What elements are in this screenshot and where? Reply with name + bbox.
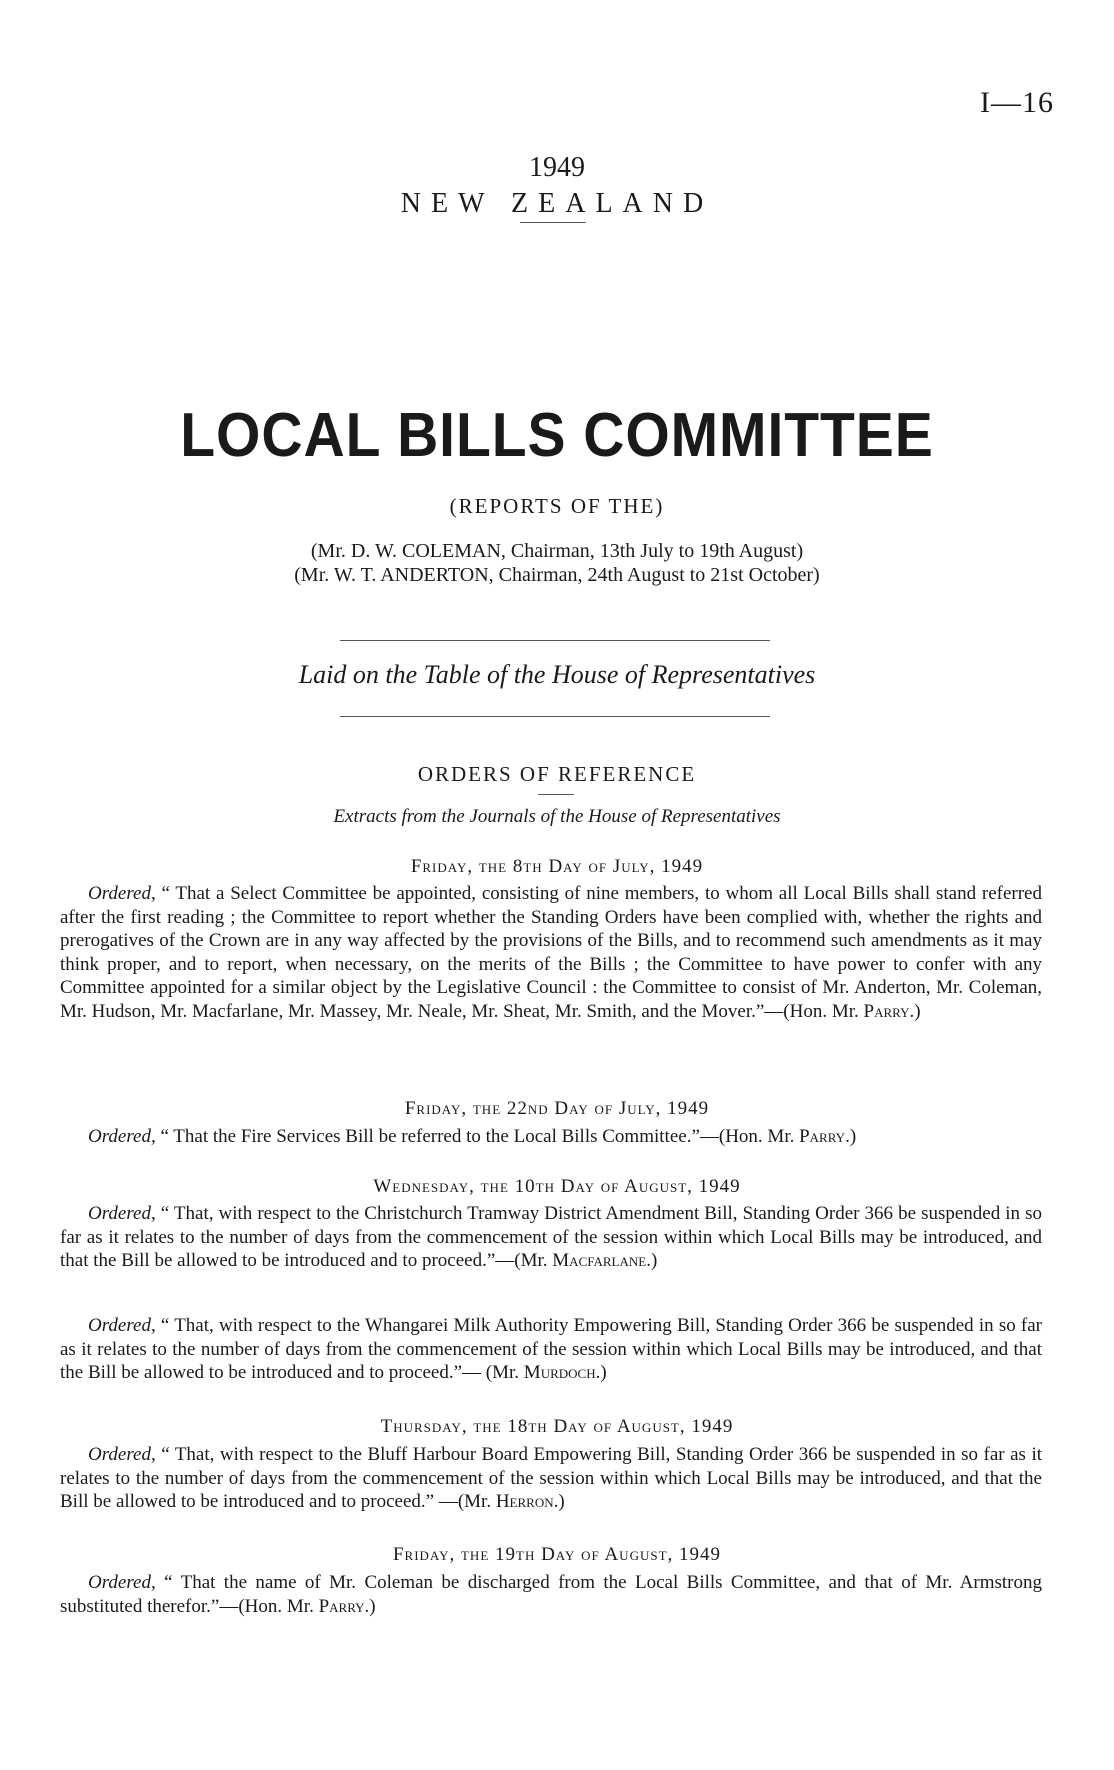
order-tail: .)	[909, 1000, 921, 1022]
page-title: LOCAL BILLS COMMITTEE	[180, 401, 934, 470]
order-text: “ That the name of Mr. Coleman be discharged from the Local Bills Committee, and that of Mr. Armstrong substituted therefor.”—(Hon. Mr.	[60, 1572, 1042, 1617]
ordered-label: Ordered,	[88, 883, 156, 904]
date-heading: Friday, the 19th Day of August, 1949	[392, 1544, 722, 1565]
order-tail: .)	[364, 1595, 376, 1617]
chairman-line-2: (Mr. W. T. ANDERTON, Chairman, 24th August to 21st October)	[294, 564, 820, 586]
divider-short	[520, 222, 586, 223]
order-tail: .)	[595, 1362, 607, 1384]
mover-name: Parry	[318, 1595, 365, 1617]
order-paragraph	[60, 1571, 1042, 1618]
divider-upper	[340, 640, 770, 641]
mover-name: Parry	[863, 1000, 910, 1022]
extracts-heading: Extracts from the Journals of the House of Representatives	[333, 806, 781, 827]
order-paragraph	[60, 882, 1042, 1024]
order-text: “ That a Select Committee be appointed, consisting of nine members, to whom all Local Bills shall stand referred after the first reading ; the Committee to report whether the Standing Orders have been complied with, whether the rights and prerogatives of the Crown are in any way affected by the provisions of the Bills, and to recommend such amendments as it may think proper, and to report, when necessary, on the merits of the Bills ; the Committee to have power to confer with any Committee appointed for a similar object by the Legislative Council : the Committee to consist of Mr. Anderton, Mr. Coleman, Mr. Hudson, Mr. Macfarlane, Mr. Massey, Mr. Neale, Mr. Sheat, Mr. Smith, and the Mover.”—(Hon. Mr.	[60, 883, 1042, 1022]
ordered-label: Ordered,	[88, 1444, 156, 1465]
order-text: “ That, with respect to the Bluff Harbour Board Empowering Bill, Standing Order 366 be suspended in so far as it relates to the number of days from the commencement of the session within which Local Bills may be introduced, and that the Bill be allowed to be introduced and to proceed.” —(Mr.	[60, 1444, 1042, 1513]
mover-name: Macfarlane	[552, 1250, 647, 1272]
order-text: “ That, with respect to the Whangarei Milk Authority Empowering Bill, Standing Order 366 be suspended in so far as it relates to the number of days from the commencement of the session within which Local Bills may be introduced, and that the Bill be allowed to be introduced and to proceed.”— (Mr.	[60, 1315, 1042, 1384]
order-paragraph	[60, 1443, 1042, 1514]
ordered-label: Ordered,	[88, 1203, 156, 1224]
order-paragraph	[60, 1314, 1042, 1385]
mover-name: Parry	[799, 1126, 846, 1147]
date-heading: Thursday, the 18th Day of August, 1949	[380, 1416, 734, 1437]
document-year: 1949	[529, 152, 585, 183]
order-tail: .)	[646, 1250, 658, 1272]
mover-name: Herron	[495, 1491, 554, 1513]
date-heading: Wednesday, the 10th Day of August, 1949	[373, 1176, 741, 1197]
order-text: “ That, with respect to the Christchurch Tramway District Amendment Bill, Standing Order 366 be suspended in so far as it relates to the number of days from the commencement of the session within which Local Bills may be introduced, and that the Bill be allowed to be introduced and to proceed.”—(Mr.	[60, 1203, 1042, 1272]
order-paragraph	[60, 1125, 1042, 1149]
ordered-label: Ordered,	[88, 1572, 156, 1593]
mover-name: Murdoch	[523, 1362, 596, 1384]
date-heading: Friday, the 22nd Day of July, 1949	[404, 1098, 710, 1119]
orders-heading: ORDERS OF REFERENCE	[417, 762, 697, 786]
ordered-label: Ordered,	[88, 1315, 156, 1336]
page-subtitle: (REPORTS OF THE)	[449, 494, 665, 518]
order-tail: .)	[553, 1491, 565, 1513]
divider-lower	[340, 716, 770, 717]
chairman-line-1: (Mr. D. W. COLEMAN, Chairman, 13th July to 19th August)	[310, 540, 804, 562]
order-text: “ That the Fire Services Bill be referred to the Local Bills Committee.”—(Hon. Mr.	[155, 1126, 800, 1147]
divider-orders	[538, 794, 574, 795]
order-paragraph	[60, 1202, 1042, 1273]
document-country: NEW ZEALAND	[400, 188, 714, 219]
page-reference: I—16	[980, 86, 1054, 119]
ordered-label: Ordered,	[88, 1126, 156, 1147]
laid-on-table: Laid on the Table of the House of Representatives	[298, 660, 816, 689]
date-heading: Friday, the 8th Day of July, 1949	[410, 856, 704, 877]
order-tail: .)	[845, 1126, 857, 1147]
